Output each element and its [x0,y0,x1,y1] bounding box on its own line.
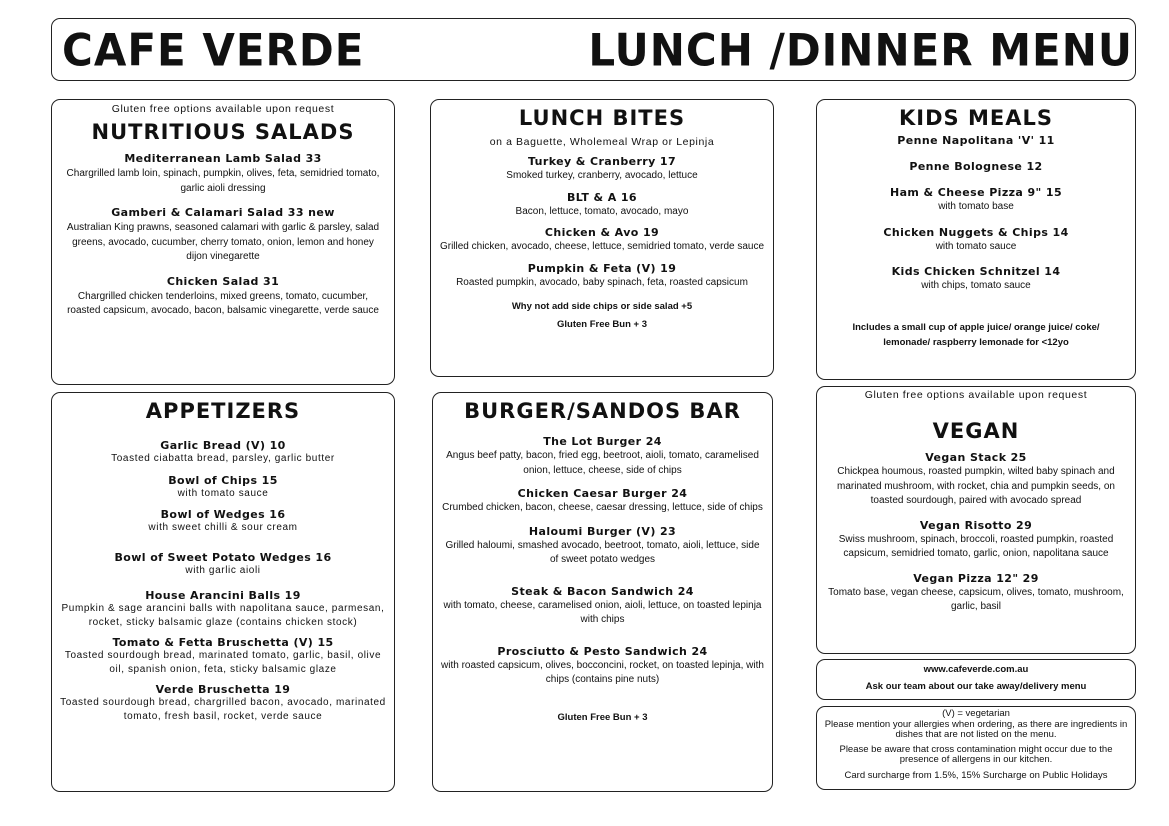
burgers-section [432,392,773,792]
menu-title: LUNCH /DINNER MENU [588,24,1133,77]
menu-item [60,508,386,536]
item-name: The Lot Burger 24 [543,435,662,448]
vegan-section [816,386,1136,654]
item-name: Chicken Caesar Burger 24 [517,487,688,500]
item-name: Verde Bruschetta 19 [155,683,291,696]
item-name: Chicken Salad 31 [166,274,280,288]
item-name: Pumpkin & Feta (V) 19 [527,261,677,275]
kids-section [816,99,1136,380]
item-name: Penne Bolognese 12 [909,160,1043,173]
menu-item [441,435,764,478]
item-desc: Pumpkin & sage arancini balls with napolitana sauce, parmesan, rocket, sticky balsamic glaze (contains chicken stock) [61,603,385,628]
menu-item [825,160,1127,173]
item-desc: Toasted ciabatta bread, parsley, garlic butter [111,453,335,464]
item-name: Steak & Bacon Sandwich 24 [511,584,694,598]
appetizers-title: APPETIZERS [145,399,301,423]
item-desc: Chargrilled lamb loin, spinach, pumpkin, olives, feta, semidried tomato, garlic aioli dressing [66,168,380,194]
item-name: Bowl of Sweet Potato Wedges 16 [114,550,332,564]
item-desc: Swiss mushroom, spinach, broccoli, roasted pumpkin, roasted capsicum, semidried tomato, garlic, onion, napolitana sauce [838,533,1114,559]
item-name: Bowl of Wedges 16 [160,508,286,521]
takeaway-note: Ask our team about our take away/delivery menu [865,681,1087,692]
menu-item [439,226,765,255]
item-desc: Roasted pumpkin, avocado, baby spinach, feta, roasted capsicum [456,276,748,288]
salads-section [51,99,395,385]
surcharge-note: Card surcharge from 1.5%, 15% Surcharge on Public Holidays [844,769,1108,781]
menu-item [62,206,384,265]
item-name: Vegan Risotto 29 [919,518,1033,532]
allergy-note: Please mention your allergies when ordering, as there are ingredients in dishes that are not listed on the menu. [824,718,1128,740]
gluten-free-note: Gluten free options available upon request [864,389,1088,401]
menu-item [441,645,764,688]
item-name: Chicken & Avo 19 [544,226,660,239]
item-name: Gamberi & Calamari Salad 33 new [111,206,335,219]
item-desc: Tomato base, vegan cheese, capsicum, olives, tomato, mushroom, garlic, basil [828,586,1124,612]
item-name: Garlic Bread (V) 10 [160,439,286,452]
lunch-bites-subtitle: on a Baguette, Wholemeal Wrap or Lepinja [489,136,715,148]
menu-item [62,275,384,319]
item-desc: with garlic aioli [185,564,261,576]
item-name: Turkey & Cranberry 17 [527,155,677,168]
item-desc: Bacon, lettuce, tomato, avocado, mayo [515,205,689,217]
item-desc: Grilled haloumi, smashed avocado, beetroot, tomato, aioli, lettuce, side of sweet potato wedges [445,539,760,565]
cross-contamination-note: Please be aware that cross contamination might occur due to the presence of allergens in our kitchen. [839,743,1113,765]
cafe-name: CAFE VERDE [62,24,365,77]
appetizers-section [51,392,395,792]
item-desc: Grilled chicken, avocado, cheese, lettuce, semidried tomato, verde sauce [439,241,765,252]
side-addon-note: Why not add side chips or side salad +5 [511,301,693,312]
contact-box [816,659,1136,700]
menu-item [439,262,765,291]
item-desc: with sweet chilli & sour cream [148,522,298,533]
item-name: Prosciutto & Pesto Sandwich 24 [497,644,708,658]
menu-item [441,487,764,516]
menu-header [51,18,1136,81]
item-desc: Australian King prawns, seasoned calamari with garlic & parsley, salad greens, avocado, cucumber, cherry tomato, onion, lemon and honey dijon vinegarette [66,222,380,262]
menu-item [441,585,764,628]
lunch-bites-section [430,99,774,377]
menu-item [60,439,386,467]
menu-item [439,155,765,184]
item-name: Chicken Nuggets & Chips 14 [883,225,1069,239]
item-desc: with tomato, cheese, caramelised onion, aioli, lettuce, on toasted lepinja with chips [443,599,762,625]
item-desc: Toasted sourdough bread, chargrilled bacon, avocado, marinated tomato, fresh basil, rocket, verde sauce [60,697,386,722]
gluten-free-bun-note: Gluten Free Bun + 3 [557,711,648,723]
menu-item [825,226,1127,255]
website-link[interactable]: www.cafeverde.com.au [923,664,1029,675]
item-name: Tomato & Fetta Bruschetta (V) 15 [112,636,334,649]
burgers-title: BURGER/SANDOS BAR [464,399,741,423]
item-desc: with chips, tomato sauce [921,280,1031,291]
item-name: Bowl of Chips 15 [168,473,278,487]
item-name: Mediterranean Lamb Salad 33 [124,152,322,165]
menu-item [825,265,1127,294]
menu-item [823,572,1129,615]
kids-title: KIDS MEALS [899,106,1053,130]
item-desc: Toasted sourdough bread, marinated tomato, garlic, basil, olive oil, spanish onion, feta, sticky balsamic glaze [64,650,382,675]
menu-item [441,525,764,568]
menu-item [60,474,386,502]
item-desc: Chickpea houmous, roasted pumpkin, wilted baby spinach and marinated mushroom, with rocket, chia and pumpkin seeds, on toasted sourdough, paired with avocado spread [837,466,1115,506]
item-desc: with tomato sauce [177,487,269,499]
kids-drink-note: Includes a small cup of apple juice/ orange juice/ coke/ lemonade/ raspberry lemonade for <12yo [852,321,1100,348]
item-desc: Smoked turkey, cranberry, avocado, lettuce [506,170,698,181]
menu-item [823,451,1129,509]
menu-item [825,186,1127,215]
item-name: Haloumi Burger (V) 23 [528,524,677,538]
menu-item [825,134,1127,147]
item-desc: with tomato sauce [935,240,1017,252]
item-desc: Chargrilled chicken tenderloins, mixed greens, tomato, cucumber, roasted capsicum, avocado, bacon, balsamic vinegarette, verde sauce [67,290,379,316]
gluten-free-note: Gluten free options available upon request [111,103,335,115]
item-name: Penne Napolitana 'V' 11 [897,134,1055,147]
item-name: Kids Chicken Schnitzel 14 [891,265,1061,278]
menu-item [439,191,765,220]
item-name: Vegan Pizza 12" 29 [913,571,1039,585]
menu-item [60,589,386,629]
menu-item [60,683,386,723]
menu-item [823,519,1129,562]
item-name: Ham & Cheese Pizza 9" 15 [889,186,1063,199]
item-name: BLT & A 16 [567,190,637,204]
item-name: House Arancini Balls 19 [145,589,301,602]
notes-box [816,706,1136,790]
salads-title: NUTRITIOUS SALADS [91,120,355,144]
item-name: Vegan Stack 25 [925,451,1027,464]
item-desc: Crumbed chicken, bacon, cheese, caesar dressing, lettuce, side of chips [442,502,763,513]
vegetarian-legend: (V) = vegetarian [942,708,1010,719]
item-desc: with tomato base [938,201,1014,212]
item-desc: Angus beef patty, bacon, fried egg, beetroot, aioli, tomato, caramelised onion, lettuce, cheese, side of chips [446,450,759,476]
menu-item [62,152,384,196]
item-desc: with roasted capsicum, olives, bocconcini, rocket, on toasted lepinja, with chips (contains pine nuts) [441,659,764,685]
menu-item [60,636,386,676]
menu-item [60,551,386,579]
gluten-free-bun-note: Gluten Free Bun + 3 [556,319,647,330]
lunch-bites-title: LUNCH BITES [518,106,686,130]
vegan-title: VEGAN [932,419,1020,443]
